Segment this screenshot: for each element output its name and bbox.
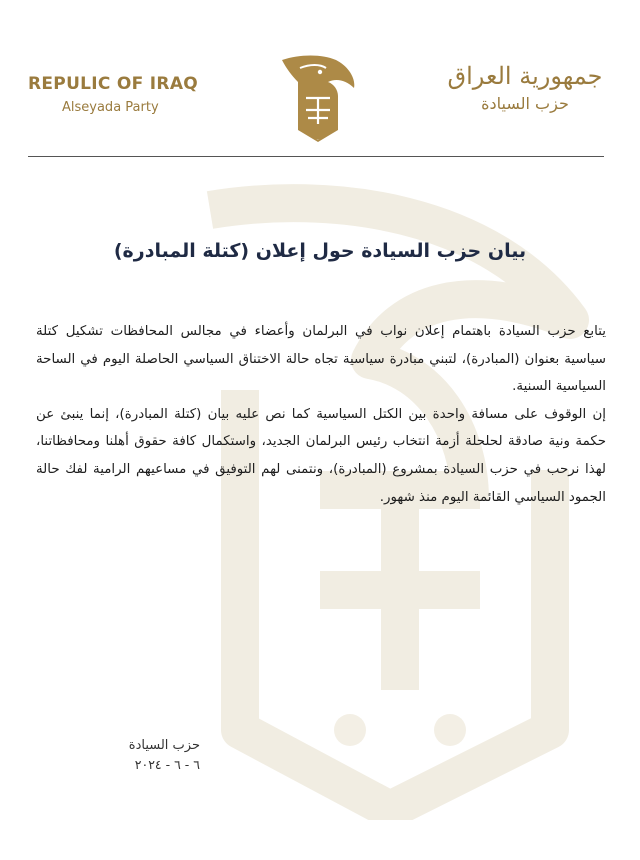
header-arabic [440,62,610,113]
header-divider [28,156,604,157]
body-paragraph-1: يتابع حزب السيادة باهتمام إعلان نواب في البرلمان وأعضاء في مجالس المحافظات تشكيل كتلة سياسية بعنوان (المبادرة)، لتبني مبادرة سياسية تجاه حالة الاختناق السياسي الحاصلة اليوم في الساحة السياسية السنية. [36,324,606,395]
body-paragraph-2: إن الوقوف على مسافة واحدة بين الكتل السياسية كما نص عليه بيان (كتلة المبادرة)، إنما ينبئ عن حكمة ونية صادقة لحلحلة أزمة انتخاب رئيس البرلمان الجديد، واستكمال كافة حقوق أهلنا ومحافظاتنا، لهذا نرحب في حزب السيادة بمشروع (المبادرة)، ونتمنى لهم التوفيق في مساعيهم الرامية لفك حالة الجمود السياسي القائمة اليوم منذ شهور. [36,406,606,505]
signature-block [110,738,200,772]
country-name-en: REPULIC OF IRAQ [28,74,199,94]
signature-date: ٦ - ٦ - ٢٠٢٤ [134,757,200,772]
header-english [28,74,228,115]
party-name-en: Alseyada Party [62,100,159,115]
statement-body [36,318,606,511]
statement-title: بيان حزب السيادة حول إعلان (كتلة المبادرة) [113,240,527,262]
eagle-emblem-icon [276,52,360,144]
logo-letters: سيادة [316,140,320,141]
party-name-ar: حزب السيادة [481,94,569,113]
signature-party: حزب السيادة [128,738,200,753]
country-name-ar: جمهورية العراق [447,62,603,90]
